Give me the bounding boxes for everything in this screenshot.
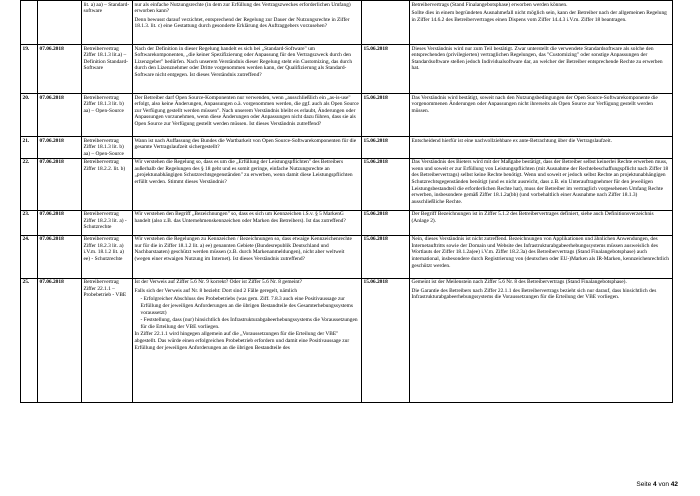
row-number: 23. bbox=[21, 210, 38, 235]
question-list-item: - Feststellung, dass (nur) hinsichtlich des Infrastrukturabgabeerhebungssystems die Voraussetzungen für die Erteilung der VBE vorliegen. bbox=[140, 317, 358, 330]
row-number: 24. bbox=[21, 235, 38, 278]
answer-cell bbox=[410, 137, 673, 159]
question-paragraph: Wir verstehen die Regelungen zu Kennzeichen / Bezeichnungen so, dass etwaige Kennzeichenrechte nur für die in Ziffer 18.1.2 lit. a) ee) genannten Gebiete (Bundesrepublik Deutschland und Nachbarstaaten) geschützt werden müssen (z.B. durch Markenanmeldungen), nicht aber weltweit (wegen einer etwaigen Nutzung im Internet). Ist dieses Verständnis zutreffend? bbox=[134, 236, 352, 263]
answer-paragraph: Das Verständnis des Bieters wird mit der Maßgabe bestätigt, dass der Betreiber selbst keinerlei Rechte erwerben muss, wenn und soweit er zur Erfüllung von Leistungspflichten (mit Ausnahme der Rechtebeschaffungspflicht nach Ziffer 18 des Betreibervertrags) selbst keine Rechte benötigt. Wenn und soweit er jedoch selbst Rechte an projektunabhängigen Schutzrechtsgegenständen benötigt (und es nicht ausreicht, dass z.B. ein Unterauftragnehmer für den jeweiligen Leistungsbestandteil die erforderlichen Rechte hat), muss der Betreiber im vertraglich vorgesehenen Umfang Rechte erwerben, insbesondere gemäß Ziffer 18.1.2a(bb) (und vorbehaltlich einer Ausnahme nach Ziffer 18.1.3) ausschließliche Rechte. bbox=[411, 159, 669, 205]
reference-cell: Betreibervertrag Ziffer 18.2.2. lit. b) bbox=[82, 158, 133, 210]
question-paragraph: Wir verstehen die Regelung so, dass es um die „Erfüllung der Leistungspflichten" des Betreibers außerhalb der Regelungen des § 18 geht und es somit geringe, einfache Nutzungsrechte an „projektunabhängigen Schutzrechtsgegenständen" zu erwerben, wenn damit diese Leistungspflichten erfüllt werden. Stimmt dieses Verständnis? bbox=[134, 159, 353, 186]
answer-date: 15.06.2018 bbox=[362, 137, 410, 159]
answer-cell bbox=[410, 1, 673, 45]
reference-cell: Betreibervertrag Ziffer 18.1.3 lit. b) aa) – Open-Source bbox=[82, 94, 133, 137]
question-cell bbox=[133, 1, 362, 45]
question-cell bbox=[133, 158, 362, 210]
question-cell bbox=[133, 210, 362, 235]
question-paragraph: Denn bewusst darauf verzichtet, entsprechend der Regelung zur Dauer der Nutzungsrechte in Ziffer 18.1.3. lit. c) eine Gestattung durch gesonderte Erklärung des Auftraggebers vorzusehen? bbox=[134, 16, 350, 30]
answer-cell bbox=[410, 210, 673, 235]
question-list-item: - Erfolgreicher Abschluss des Probebetriebs (was gem. Ziff. 7.8.3 auch eine Positivaussage zur Erfüllung der jeweiligen Anforderungen an die übrigen Bestandteile des Gesamterhebungssystems voraussetzt) bbox=[140, 296, 353, 316]
row-number: 20. bbox=[21, 94, 38, 137]
question-cell bbox=[133, 235, 362, 278]
question-paragraph: Der Betreiber darf Open Source-Komponenten nur verwenden, wenn „ausschließlich ein „as-is-use" erfolgt, also keine Änderungen, Anpassungen o.ä. vorgenommen werden, die ggf. auch als Open Source zur Verfügung gestellt werden müssen". Nach unserem Verständnis bleibt es erlaubt, Änderungen oder Anpassungen vorzunehmen, wenn diese Änderungen oder Anpassungen nicht dazu führen, dass sie als Open Source zur Verfügung gestellt werden müssen. Ist dieses Verständnis zutreffend? bbox=[134, 94, 359, 127]
row-number bbox=[21, 1, 38, 45]
question-date bbox=[38, 1, 82, 45]
answer-cell bbox=[410, 158, 673, 210]
table-row bbox=[21, 1, 673, 45]
table-row bbox=[21, 137, 673, 159]
question-paragraph: Ist der Verweis auf Ziffer 5.6 Nr. 9 korrekt? Oder ist Ziffer 5.6 Nr. 8 gemeint? bbox=[134, 279, 303, 286]
table-row bbox=[21, 94, 673, 137]
reference-cell: Betreibervertrag Ziffer 18.1.3 lit.a) – Definition Standard-Software bbox=[82, 45, 133, 94]
question-date: 07.06.2018 bbox=[38, 278, 82, 402]
answer-date: 15.06.2018 bbox=[362, 94, 410, 137]
answer-paragraph: Entscheidend hierfür ist eine nachvollziehbare ex ante-Betrachtung über die Vertragslaufzeit. bbox=[411, 137, 612, 144]
question-date: 07.06.2018 bbox=[38, 210, 82, 235]
answer-paragraph: Gemeint ist der Meilenstein nach Ziffer 5.6 Nr. 8 des Betreibervertrags (Stand Finalangebotsphase). bbox=[411, 279, 627, 286]
table-row bbox=[21, 278, 673, 402]
question-date: 07.06.2018 bbox=[38, 158, 82, 210]
question-cell bbox=[133, 94, 362, 137]
table-row bbox=[21, 235, 673, 278]
question-cell bbox=[133, 45, 362, 94]
answer-paragraph: Der Begriff Bezeichnungen ist in Ziffer 5.1.2 des Betreibervertrages definiert, siehe auch Definitionsverzeichnis (Anlage 2). bbox=[411, 211, 654, 224]
question-date: 07.06.2018 bbox=[38, 45, 82, 94]
question-date: 07.06.2018 bbox=[38, 94, 82, 137]
reference-cell: Betreibervertrag Ziffer 18.1.3 lit. b) aa) – Open-Source bbox=[82, 137, 133, 159]
footer-prefix: Seite bbox=[636, 481, 652, 488]
answer-date: 15.06.2018 bbox=[362, 210, 410, 235]
question-paragraph: Wir verstehen den Begriff „Bezeichnungen" so, dass es sich um Kennzeichen i.S.v. § 5 MarkenG handelt (also z.B. das Unternehmenskennzeichen oder Marken des Betreibers). Ist das zutreffend? bbox=[134, 211, 346, 224]
reference-cell: Betreibervertrag Ziffer 18.2.3 lit. a) - Schutzrechte bbox=[82, 210, 133, 235]
qa-table bbox=[20, 0, 673, 403]
answer-paragraph: Betreibervertrags (Stand Finalangebotsphase) erworben werden können. bbox=[411, 1, 568, 8]
row-number: 21. bbox=[21, 137, 38, 159]
row-number: 19. bbox=[21, 45, 38, 94]
answer-paragraph: Sollte dies in einem begründeten Ausnahmefall nicht möglich sein, kann der Betreiber nach der allgemeinen Regelung in Ziffer 14.6.2 des Betreibervertrages einen Dispens vom Ziffer 14.4.3 i.V.m. Ziffer 18 beantragen. bbox=[411, 10, 667, 23]
row-number: 22. bbox=[21, 158, 38, 210]
answer-paragraph: Die Garantie des Betreibers nach Ziffer 22.1.1 des Betreibervertrags bezieht sich nur darauf, dass hinsichtlich des Infrastrukturabgabeerhebungssystems die Voraussetzungen für die Erteilung der VBE vorliegen. bbox=[411, 287, 657, 301]
answer-date bbox=[362, 1, 410, 45]
answer-cell bbox=[410, 278, 673, 402]
reference-cell: Betreibervertrag Ziffer 22.1.1 – Probebetrieb - VBE bbox=[82, 278, 133, 402]
reference-cell: lit. a) aa) – Standard-software bbox=[82, 1, 133, 45]
table-row bbox=[21, 158, 673, 210]
answer-paragraph: Dieses Verständnis wird nur zum Teil bestätigt. Zwar unterstellt die verwendete Standardsoftware als solche den entsprechenden (privilegierten) vertraglichen Regelungen, das "Customizing" oder sonstige Anpassungen der Standardsoftware stellen jedoch Individualsoftware dar, an welcher der Betreiber entsprechende Rechte zu erwerben hat. bbox=[411, 45, 663, 72]
answer-cell bbox=[410, 94, 673, 137]
answer-date: 15.06.2018 bbox=[362, 158, 410, 210]
question-paragraph: Falls sich der Verweis auf Nr. 8 bezieht: Dort sind 2 Fälle geregelt, nämlich bbox=[134, 287, 298, 294]
table-row bbox=[21, 45, 673, 94]
answer-paragraph: Das Verständnis wird bestätigt, soweit nach den Nutzungsbedingungen der Open Source-Softwarekomponente die vorgenommenen Änderungen oder Anpassungen nicht ihrerseits als Open Source zur Verfügung gestellt werden müssen. bbox=[411, 94, 658, 114]
footer-page-number: 4 bbox=[653, 481, 657, 488]
answer-date: 15.06.2018 bbox=[362, 278, 410, 402]
row-number: 25. bbox=[21, 278, 38, 402]
question-paragraph: nur als einfache Nutzungsrechte (in dem zur Erfüllung des Vertragszweckes erforderlichen Umfang) erworben kann? bbox=[134, 1, 351, 15]
answer-date: 15.06.2018 bbox=[362, 235, 410, 278]
question-paragraph: In Ziffer 22.1.1 wird hingegen allgemein auf die „Voraussetzungen für die Erteilung der VBE" abgestellt. Das würde einen erfolgreichen Probebetrieb erfordern und damit eine Positivaussage zur Erfüllung der jeweiligen Anforderungen an die übrigen Bestandteile des bbox=[134, 331, 350, 351]
table-row bbox=[21, 210, 673, 235]
question-cell bbox=[133, 278, 362, 402]
answer-cell bbox=[410, 45, 673, 94]
footer-mid: von bbox=[658, 481, 669, 488]
question-cell bbox=[133, 137, 362, 159]
answer-date: 15.06.2018 bbox=[362, 45, 410, 94]
question-paragraph: Nach der Definition in dieser Regelung handelt es sich bei „Standard-Software" um Softwarekomponenten, „die keiner Spezifizierung oder Anpassung für den Vertragszweck durch den Lizenzgeber" bedürfen. Nach unserem Verständnis dieser Regelung steht ein Customizing, das durch durch den Lizenznehmer oder Dritte vorgenommen werden kann, der Qualifizierung als Standard-Software nicht entgegen. Ist dieses Verständnis zutreffend? bbox=[134, 45, 353, 78]
question-paragraph: Wann ist nach Auffassung des Bundes die Wartbarkeit von Open Source-Softwarekomponenten für die gesamte Vertragslaufzeit sichergestellt? bbox=[134, 137, 357, 151]
reference-cell: Betreibervertrag Ziffer 18.2.3 lit. a) i.V.m. 18.1.2 lit. a) ee) - Schutzrechte bbox=[82, 235, 133, 278]
answer-cell bbox=[410, 235, 673, 278]
question-date: 07.06.2018 bbox=[38, 235, 82, 278]
page-footer bbox=[636, 481, 678, 488]
question-date: 07.06.2018 bbox=[38, 137, 82, 159]
answer-paragraph: Nein, dieses Verständnis ist nicht zutreffend. Bezeichnungen von Applikationen und ähnlichen Anwendungen, des Internetauftritts sowie der Domain und Website des Infrastrukturabgabeerhebungssystems müssen ausweislich des Wortlauts der Ziffer 18.1.2a(ee) i.V.m. Ziffer 18.2.3a) des Betreibervertrags (Stand Finalangebotsphase) auch international, insbesondere durch Registrierung von (deutschen oder EU-)Marken als IR-Marken, kennzeichenrechtlich geschützt werden. bbox=[411, 236, 669, 269]
footer-page-total: 42 bbox=[670, 481, 678, 488]
